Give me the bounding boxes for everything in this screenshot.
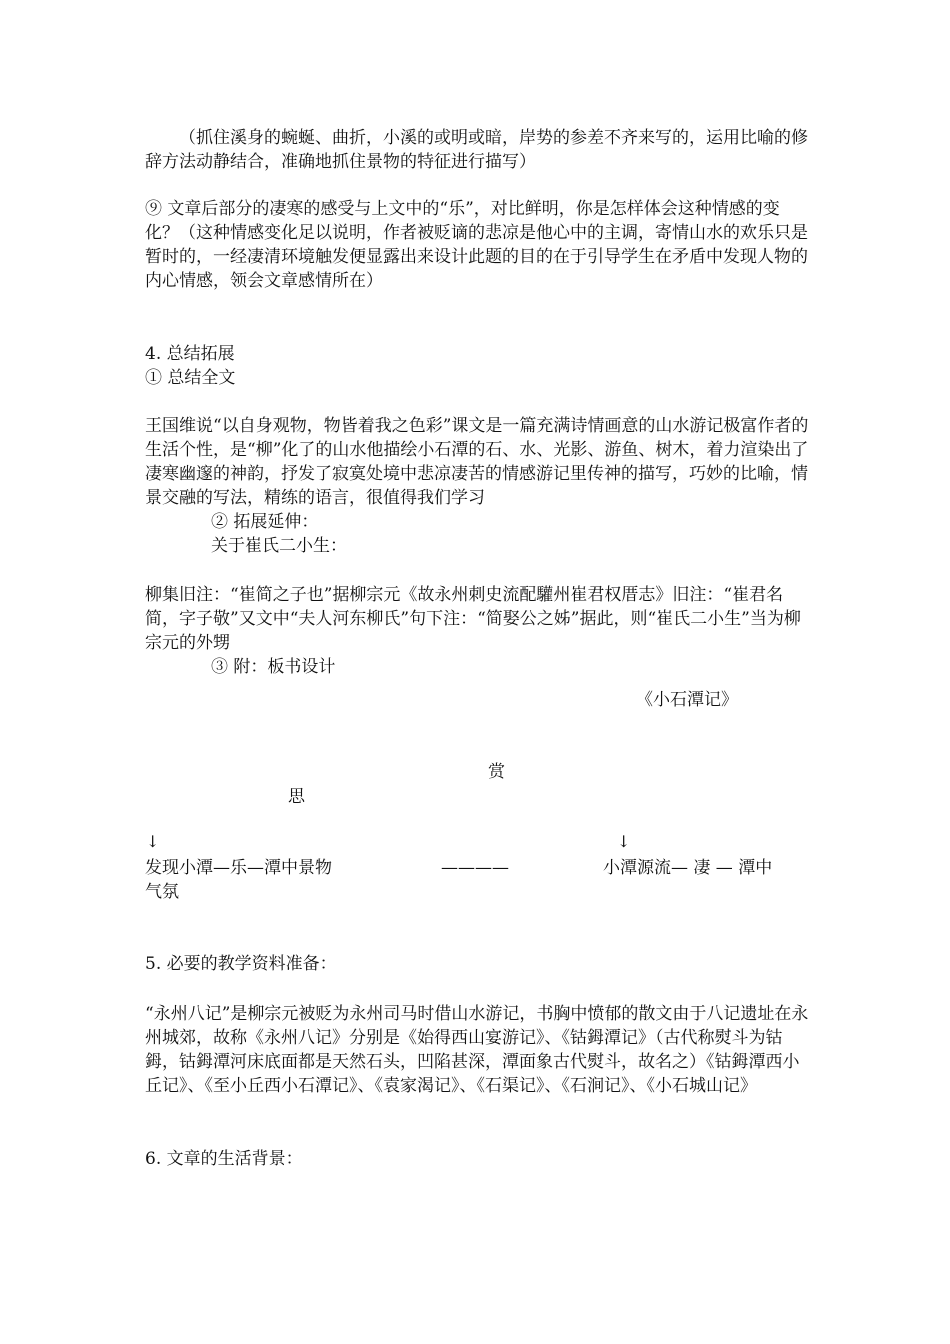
heading-4-summary-extension: 4. 总结拓展: [145, 344, 235, 364]
board-shang: 赏: [488, 762, 505, 782]
heading-4-3-board: ③ 附：板书设计: [211, 657, 336, 677]
board-si: 思: [288, 787, 305, 807]
cuishi-label: 关于崔氏二小生：: [211, 536, 347, 556]
board-arrow-right-icon: ↓: [617, 832, 631, 851]
paragraph-liuji-note: 柳集旧注：“崔简之子也”据柳宗元《故永州刺史流配驩州崔君权厝志》旧注：“崔君名简，字子敬”又文中“夫人河东柳氏”句下注：“简娶公之姊”据此，则“崔氏二小生”当为柳宗元的外甥: [145, 585, 801, 653]
paragraph-grasp: （抓住溪身的蜿蜒、曲折，小溪的或明或暗，岸势的参差不齐来写的，运用比喻的修辞方法动静结合，准确地抓住景物的特征进行描写）: [145, 128, 808, 172]
heading-6-background: 6. 文章的生活背景：: [145, 1149, 303, 1169]
heading-4-2-extension: ② 拓展延伸：: [211, 512, 319, 532]
paragraph-question-9: ⑨ 文章后部分的凄寒的感受与上文中的“乐”，对比鲜明，你是怎样体会这种情感的变化？（这种情感变化足以说明，作者被贬谪的悲凉是他心中的主调，寄情山水的欢乐只是暂时的，一经凄清环境触发便显露出来设计此题的目的在于引导学生在矛盾中发现人物的内心情感，领会文章感情所在）: [145, 199, 808, 291]
board-arrow-left-icon: ↓: [146, 832, 160, 851]
paragraph-summary: 王国维说“以自身观物，物皆着我之色彩”课文是一篇充满诗情画意的山水游记极富作者的生活个性，是“柳”化了的山水他描绘小石潭的石、水、光影、游鱼、树木，着力渲染出了凄寒幽邃的神韵，抒发了寂寞处境中悲凉凄苦的情感游记里传神的描写，巧妙的比喻，情景交融的写法，精练的语言，很值得我们学习: [145, 416, 809, 508]
board-dashes: ————: [441, 858, 509, 878]
board-wrap-text: 气氛: [145, 882, 179, 902]
board-title: 《小石潭记》: [636, 690, 738, 710]
paragraph-yongzhou-baji: “永州八记”是柳宗元被贬为永州司马时借山水游记，书胸中愤郁的散文由于八记遗址在永州城郊，故称《永州八记》分别是《始得西山宴游记》、《钴鉧潭记》（古代称熨斗为钴鉧，钴鉧潭河床底面都是天然石头，凹陷甚深，潭面象古代熨斗，故名之）《钴鉧潭西小丘记》、《至小丘西小石潭记》、《袁家渴记》、《石渠记》、《石涧记》、《小石城山记》: [145, 1004, 809, 1096]
board-left-text: 发现小潭—乐—潭中景物: [145, 858, 332, 878]
heading-4-1-summary: ① 总结全文: [145, 368, 236, 388]
board-right-text: 小潭源流— 凄 — 潭中: [603, 858, 773, 878]
heading-5-materials: 5. 必要的教学资料准备：: [145, 954, 337, 974]
